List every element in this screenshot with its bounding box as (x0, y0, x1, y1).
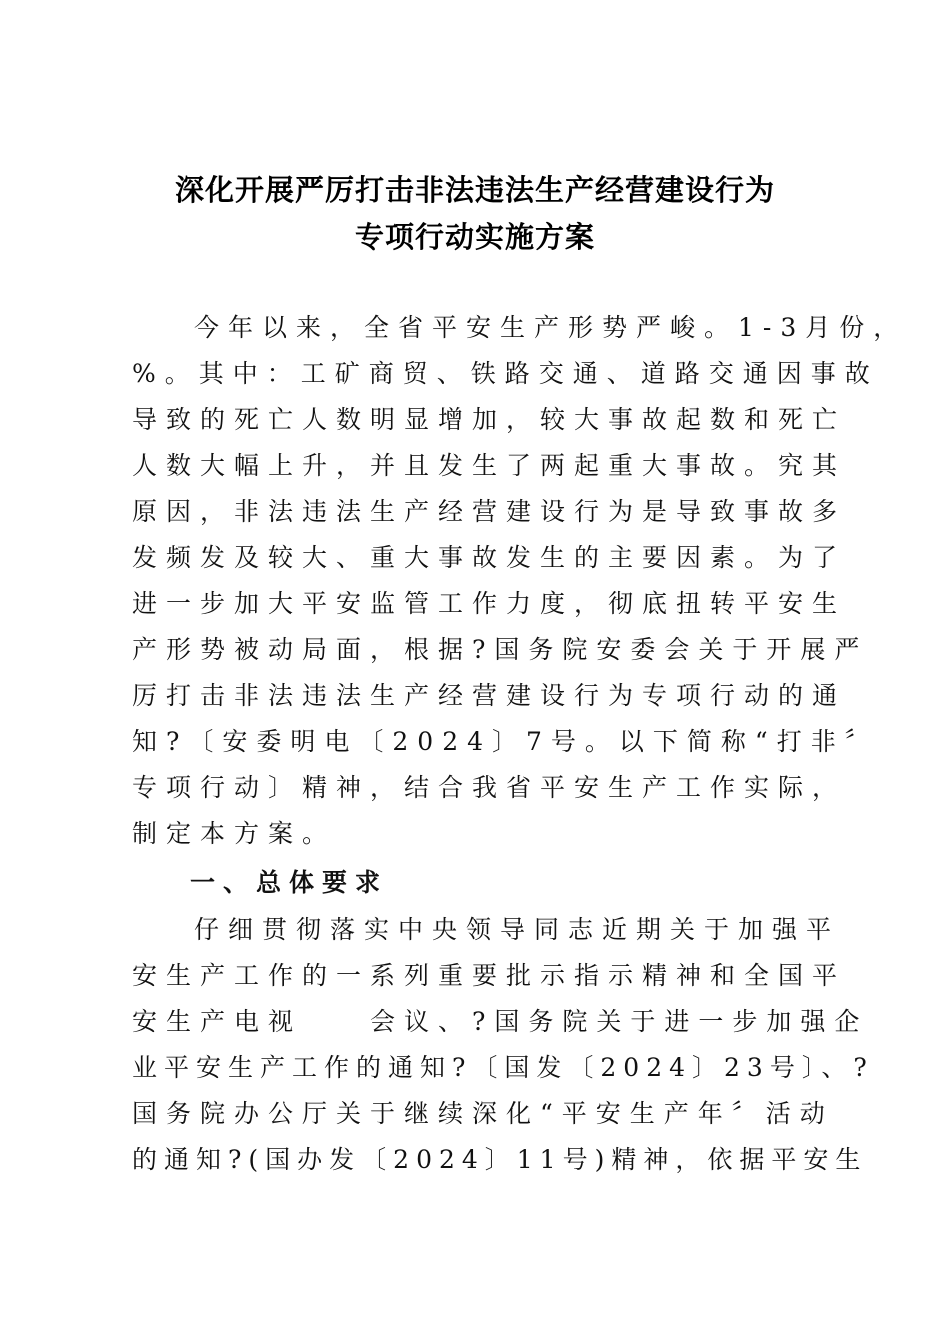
paragraph-1-line-6: 发频发及较大、重大事故发生的主要因素。为了 (132, 543, 847, 572)
paragraph-2-line-1: 仔细贯彻落实中央领导同志近期关于加强平 (194, 915, 841, 944)
document-title-line-2: 专项行动实施方案 (354, 220, 595, 254)
paragraph-1-line-1: 今年以来，全省平安生产形势严峻。1-3月份， (194, 313, 908, 342)
paragraph-1-line-3: 导致的死亡人数明显增加，较大事故起数和死亡 (132, 405, 847, 434)
document-title-line-1: 深化开展严厉打击非法违法生产经营建设行为 (174, 173, 775, 207)
paragraph-1-line-11: 专项行动〕精神，结合我省平安生产工作实际， (132, 773, 847, 802)
paragraph-1-line-7: 进一步加大平安监管工作力度，彻底扭转平安生 (132, 589, 847, 618)
paragraph-1-line-5: 原因，非法违法生产经营建设行为是导致事故多 (132, 497, 847, 526)
paragraph-2-line-4: 业平安生产工作的通知?〔国发〔2024〕23号〕、? (132, 1053, 874, 1082)
paragraph-2-line-6: 的通知?(国办发〔2024〕11号)精神，依据平安生 (132, 1145, 868, 1174)
paragraph-1-line-9: 厉打击非法违法生产经营建设行为专项行动的通 (132, 681, 847, 710)
paragraph-2-line-3: 安生产电视 会议、?国务院关于进一步加强企 (132, 1007, 869, 1036)
paragraph-2-line-5: 国务院办公厅关于继续深化“平安生产年〞活动 (132, 1099, 834, 1128)
paragraph-1-line-8: 产形势被动局面，根据?国务院安委会关于开展严 (132, 635, 869, 664)
paragraph-1-line-12: 制定本方案。 (132, 819, 337, 848)
paragraph-1-line-4: 人数大幅上升，并且发生了两起重大事故。究其 (132, 451, 847, 480)
section-1-heading: 一、总体要求 (190, 868, 389, 897)
paragraph-1-line-2: %。其中：工矿商贸、铁路交通、道路交通因事故 (132, 359, 879, 388)
paragraph-2-line-2: 安生产工作的一系列重要批示指示精神和全国平 (132, 961, 847, 990)
paragraph-1-line-10: 知?〔安委明电〔2024〕7号。以下简称“打非〞 (132, 727, 879, 756)
